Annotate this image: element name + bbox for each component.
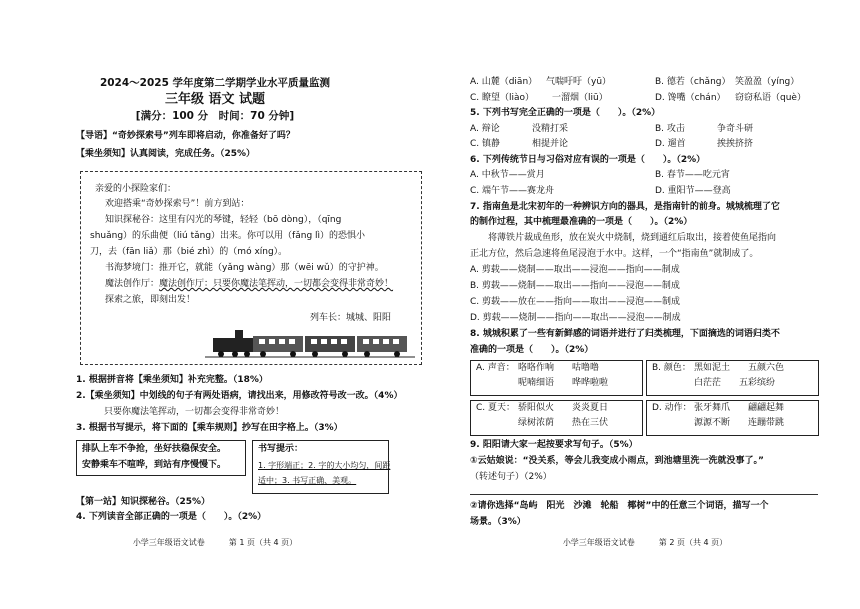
tips-line-1: 1. 字形端正；2. 字的大小均匀，间距 [258, 461, 391, 470]
q8-c-words-2: 绿树浓荫 热在三伏 [518, 418, 609, 428]
tips-line-2: 适中；3. 书写正确、美观。 [258, 476, 357, 485]
letter-line-6-underlined [105, 279, 393, 290]
q7-option-c: C. 剪载——放在——指向——取出——浸泡——制成 [470, 297, 681, 307]
notice-heading: 【乘坐须知】认真阅读，完成任务。（25%） [76, 149, 256, 159]
letter-line-4: 刀，去（fān liǎ）那（bié zhì）的（mó xíng）。 [90, 247, 288, 257]
intro-text: 【导语】“奇妙探索号”列车即将启动，你准备好了吗？ [76, 131, 295, 141]
underlined-sentence: 魔法创作厅：只要你魔法笔挥动，一切都会变得非常奇妙！ [159, 279, 394, 289]
q5-option-a: A. 辩论 [470, 124, 500, 134]
letter-line-7: 探索之旅，即刻出发！ [105, 295, 196, 305]
q8-c-words-1: 骄阳似火 炎炎夏日 [518, 403, 609, 413]
question-9: 9. 阳阳请大家一起按要求写句子。（5%） [470, 440, 638, 450]
q8-a-label: A. 声音： [476, 363, 515, 373]
q4-option-a-2: 气喘吁吁（yū） [546, 77, 612, 87]
q4-option-b-2: 笑盈盈（yíng） [735, 77, 800, 87]
question-4: 4. 下列读音全部正确的一项是（ ）。（2%） [76, 512, 267, 522]
question-3: 3. 根据书写提示，将下面的【乘车规则】抄写在田字格上。（3%） [76, 423, 343, 433]
q7-passage-2: 正北方位，然后急速将鱼尾浸泡于水中。这样，一个“指南鱼”就制成了。 [470, 249, 759, 259]
train-illustration [205, 326, 415, 358]
station-1-heading: 【第一站】知识探秘谷。（25%） [76, 497, 211, 507]
letter-line-6-prefix: 魔法创作厅： [105, 279, 160, 289]
answer-line [470, 494, 818, 495]
q5-option-c-2: 相提并论 [532, 139, 569, 149]
q4-option-b: B. 德若（chǎng） [655, 77, 731, 87]
q8-d-words-1: 张牙舞爪 翩翩起舞 [694, 403, 785, 413]
page-footer: 小学三年级语文试卷 第 2 页（共 4 页） [562, 538, 728, 547]
letter-line-2: 知识探秘谷：这里有闪光的琴键，轻轻（bō dòng），（qīng [105, 215, 342, 225]
question-5: 5. 下列书写完全正确的一项是（ ）。（2%） [470, 108, 661, 118]
q8-d-words-2: 源源不断 连蹦带跳 [694, 418, 785, 428]
q7-option-d: D. 剪载——烧制——指向——取出——浸泡——制成 [470, 313, 681, 323]
q9-part-1: ①云姑娘说：“没关系，等会儿我变成小雨点，到池塘里洗一洗就没事了。” [470, 456, 764, 466]
q7-option-b: B. 剪载——烧制——取出——指向——浸泡——制成 [470, 281, 680, 291]
q6-option-d: D. 重阳节——登高 [655, 186, 731, 196]
question-7: 7. 指南鱼是北宋初年的一种辨识方向的器具，是指南针的前身。城城梳理了它 [470, 202, 780, 212]
page-footer: 小学三年级语文试卷 第 1 页（共 4 页） [132, 538, 298, 547]
q4-option-d-2: 窃窃私语（què） [735, 93, 806, 103]
question-7-line-2: 的制作过程，其中梳理最准确的一项是（ ）。（2%） [470, 217, 693, 227]
exam-subtitle: 三年级 语文 试题 [164, 92, 266, 107]
q6-option-b: B. 春节——吃元宵 [655, 170, 730, 180]
q8-b-words-1: 黑如泥土 五颜六色 [694, 363, 785, 373]
letter-signature: 列车长：城城、阳阳 [310, 313, 392, 323]
q7-passage-1: 将薄铁片裁成鱼形，放在炭火中烧制，烧到通红后取出，接着使鱼尾指向 [488, 233, 777, 243]
q8-a-words-1: 咯咯作响 咕噜噜 [518, 363, 600, 373]
letter-line-5: 书海梦境门：推开它，就能（yǎng wàng）那（wēi wǔ）的守护神。 [105, 263, 384, 273]
q5-option-d-2: 挨挨挤挤 [717, 139, 754, 149]
score-line: [满分：100 分 时间：70 分钟] [135, 110, 295, 122]
exam-page-2 [430, 0, 860, 609]
question-1: 1. 根据拼音将【乘坐须知】补充完整。（18%） [76, 375, 268, 385]
q8-a-words-2: 呢喃细语 哗哗啦啦 [518, 378, 609, 388]
q9-part-1-line-2: （转述句子）（2%） [470, 472, 552, 482]
q8-b-label: B. 颜色： [652, 363, 691, 373]
q8-c-label: C. 夏天： [476, 403, 516, 413]
letter-line-1: 欢迎搭乘“奇妙探索号”！前方到站： [105, 199, 250, 209]
rule-line-1: 排队上车不争抢，坐好扶稳保安全。 [82, 444, 227, 454]
rule-line-2: 安静乘车不喧哗，到站有序慢慢下。 [82, 460, 227, 470]
q4-option-c: C. 瞭望（liào） [470, 93, 535, 103]
q5-option-d: D. 遛首 [655, 139, 686, 149]
q4-option-c-2: 一溜烟（liū） [552, 93, 608, 103]
q5-option-b-2: 争奇斗研 [717, 124, 754, 134]
q9-part-2-line-2: 场景。（3%） [470, 517, 526, 527]
q5-option-a-2: 没精打采 [532, 124, 569, 134]
q4-option-a: A. 山麓（diān） [470, 77, 538, 87]
q6-option-a: A. 中秋节——赏月 [470, 170, 545, 180]
question-2-sentence: 只要你魔法笔挥动，一切都会变得非常奇妙！ [104, 407, 285, 417]
exam-title: 2024～2025 学年度第二学期学业水平质量监测 [99, 77, 331, 89]
question-8-line-2: 准确的一项是（ ）。（2%） [470, 345, 594, 355]
q6-option-c: C. 端午节——赛龙舟 [470, 186, 555, 196]
question-2: 2.【乘坐须知】中划线的句子有两处语病，请找出来，用修改符号改一改。（4%） [76, 391, 403, 401]
q5-option-b: B. 攻击 [655, 124, 685, 134]
q4-option-d: D. 馋嘴（chán） [655, 93, 726, 103]
question-6: 6. 下列传统节日与习俗对应有误的一项是（ ）。（2%） [470, 155, 706, 165]
q8-b-words-2: 白茫茫 五彩缤纷 [694, 378, 776, 388]
q7-option-a: A. 剪载——烧制——取出——浸泡——指向——制成 [470, 265, 680, 275]
q9-part-2: ②请你选择“岛屿 阳光 沙滩 轮船 椰树”中的任意三个词语，描写一个 [470, 501, 769, 511]
letter-greeting: 亲爱的小探险家们： [95, 184, 177, 194]
question-8: 8. 城城积累了一些有新鲜感的词语并进行了归类梳理，下面摘选的词语归类不 [470, 329, 780, 339]
tips-heading: 书写提示： [258, 444, 304, 454]
q8-d-label: D. 动作： [652, 403, 692, 413]
q5-option-c: C. 镇静 [470, 139, 501, 149]
letter-line-3: shuǎng）的乐曲便（liú tǎng）出来。你可以用（fǎng lì）的恐惧小 [90, 231, 366, 241]
